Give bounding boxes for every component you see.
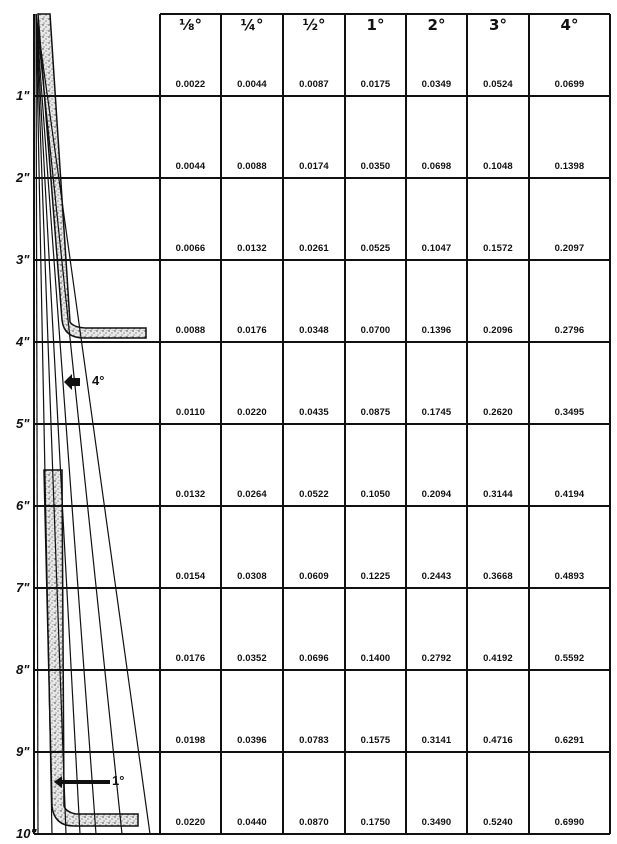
upper-angle-label: 4°: [92, 373, 105, 388]
table-cell: 0.0261: [299, 243, 329, 254]
column-header: 4°: [560, 16, 579, 34]
table-cell: 0.6291: [554, 735, 585, 746]
table-cell: 0.0349: [421, 79, 452, 90]
table-cell: 0.0044: [237, 79, 267, 90]
table-cell: 0.0875: [360, 407, 391, 418]
table-cell: 0.0524: [483, 79, 513, 90]
grid-hline: [34, 341, 610, 343]
table-cell: 0.1745: [421, 407, 452, 418]
table-cell: 0.1048: [483, 161, 513, 172]
column-header: 3°: [489, 16, 507, 34]
table-cell: 0.0132: [237, 243, 267, 254]
table-cell: 0.0350: [360, 161, 391, 172]
column-header: 1°: [366, 16, 385, 34]
table-cell: 0.5592: [554, 653, 585, 664]
table-cell: 0.1572: [483, 243, 513, 254]
table-cell: 0.0087: [299, 79, 329, 90]
grid-hline: [34, 259, 610, 261]
table-cell: 0.3668: [483, 571, 513, 582]
table-cell: 0.2796: [554, 325, 585, 336]
table-cell: 0.6990: [554, 817, 585, 828]
row-label: 8": [16, 662, 30, 677]
table-cell: 0.0264: [237, 489, 267, 500]
table-cell: 0.2792: [421, 653, 452, 664]
table-cell: 0.0088: [175, 325, 206, 336]
table-cell: 0.0220: [175, 817, 206, 828]
table-cell: 0.0088: [237, 161, 267, 172]
table-cell: 0.0696: [299, 653, 329, 664]
table-cell: 0.0440: [237, 817, 267, 828]
grid-hline: [34, 177, 610, 179]
table-cell: 0.0022: [175, 79, 206, 90]
table-cell: 0.0110: [175, 407, 206, 418]
table-cell: 0.0348: [299, 325, 329, 336]
table-cell: 0.0176: [237, 325, 267, 336]
row-label: 3": [16, 252, 30, 267]
column-header: ¼°: [240, 16, 264, 34]
table-cell: 0.4716: [483, 735, 513, 746]
table-cell: 0.0352: [237, 653, 267, 664]
table-cell: 0.0522: [299, 489, 329, 500]
table-cell: 0.0132: [175, 489, 206, 500]
table-cell: 0.0154: [175, 571, 206, 582]
grid-hline: [34, 669, 610, 671]
table-cell: 0.0396: [237, 735, 267, 746]
column-header: ⅛°: [178, 16, 203, 34]
column-header: ½°: [302, 16, 326, 34]
table-cell: 0.2096: [483, 325, 513, 336]
table-cell: 0.2097: [554, 243, 585, 254]
grid-hline: [34, 751, 610, 753]
table-cell: 0.3141: [421, 735, 452, 746]
table-cell: 0.0698: [421, 161, 452, 172]
table-cell: 0.0870: [299, 817, 329, 828]
lower-angle-label: 1°: [112, 773, 125, 788]
table-cell: 0.0066: [175, 243, 206, 254]
table-cell: 0.1575: [360, 735, 391, 746]
table-cell: 0.4194: [554, 489, 585, 500]
row-label: 1": [16, 88, 30, 103]
grid-hline: [34, 833, 610, 835]
table-cell: 0.5240: [483, 817, 513, 828]
grid-hline: [34, 95, 610, 97]
table-cell: 0.1400: [360, 653, 391, 664]
grid-hline: [34, 587, 610, 589]
table-cell: 0.1398: [554, 161, 585, 172]
table-cell: 0.0044: [175, 161, 206, 172]
table-cell: 0.0783: [299, 735, 329, 746]
column-header: 2°: [427, 16, 446, 34]
table-cell: 0.4192: [483, 653, 513, 664]
row-label: 6": [16, 498, 30, 513]
row-label: 2": [16, 170, 30, 185]
table-cell: 0.0699: [554, 79, 585, 90]
table-cell: 0.0308: [237, 571, 267, 582]
table-cell: 0.0174: [299, 161, 329, 172]
table-cell: 0.0220: [237, 407, 267, 418]
table-cell: 0.0198: [175, 735, 206, 746]
table-cell: 0.3495: [554, 407, 585, 418]
grid-hline: [34, 423, 610, 425]
grid-hline: [34, 505, 610, 507]
table-cell: 0.2443: [421, 571, 452, 582]
row-label: 4": [16, 334, 30, 349]
table-cell: 0.0176: [175, 653, 206, 664]
row-label: 7": [16, 580, 30, 595]
table-cell: 0.1050: [360, 489, 391, 500]
table-cell: 0.0525: [360, 243, 391, 254]
table-cell: 0.0175: [360, 79, 391, 90]
table-cell: 0.3144: [483, 489, 513, 500]
table-cell: 0.2094: [421, 489, 452, 500]
table-cell: 0.4893: [554, 571, 585, 582]
table-cell: 0.3490: [421, 817, 452, 828]
table-cell: 0.2620: [483, 407, 513, 418]
upper-arrow-icon: [64, 374, 80, 390]
table-cell: 0.1047: [421, 243, 452, 254]
row-label: 10": [16, 826, 37, 841]
table-cell: 0.0435: [299, 407, 329, 418]
grid-hline: [160, 13, 610, 15]
table-cell: 0.0700: [360, 325, 391, 336]
row-label: 9": [16, 744, 30, 759]
upper-wall-shape: [38, 14, 146, 338]
row-label: 5": [16, 416, 30, 431]
table-cell: 0.0609: [299, 571, 329, 582]
table-cell: 0.1225: [360, 571, 391, 582]
table-cell: 0.1396: [421, 325, 452, 336]
table-cell: 0.1750: [360, 817, 391, 828]
